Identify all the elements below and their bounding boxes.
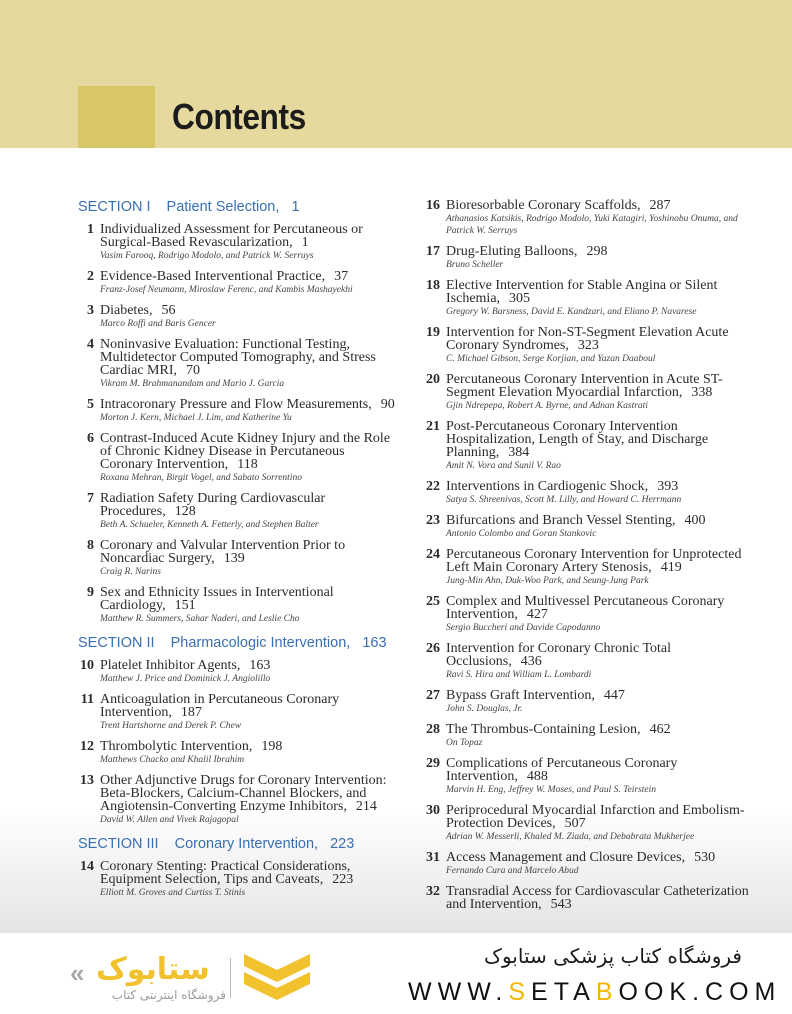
chapter-title: Contrast-Induced Acute Kidney Injury and the Role of Chronic Kidney Disease in Percutaneous Coronary Intervention, 118 — [100, 431, 391, 472]
chapter-title: Elective Intervention for Stable Angina or Silent Ischemia, 305 — [446, 278, 718, 306]
chapter-title: Bioresorbable Coronary Scaffolds, 287 — [446, 198, 671, 213]
chapter-page: 214 — [355, 799, 377, 814]
section-name: Coronary Intervention, — [174, 836, 319, 852]
chapter-page: 118 — [237, 457, 258, 472]
toc-entry[interactable] — [418, 804, 768, 843]
chapter-title: Percutaneous Coronary Intervention for Unprotected Left Main Coronary Artery Stenosis, 419 — [446, 547, 742, 575]
chapter-page: 56 — [161, 303, 176, 318]
chapter-page: 287 — [649, 198, 671, 213]
chapter-page: 507 — [564, 816, 586, 831]
chapter-number: 24 — [426, 547, 440, 562]
chapter-title: Percutaneous Coronary Intervention in Acute ST-Segment Elevation Myocardial Infarction, 338 — [446, 372, 723, 400]
toc-entry[interactable] — [418, 326, 768, 365]
toc-entry[interactable] — [418, 199, 768, 237]
chapter-authors: Gregory W. Barsness, David E. Kandzari, and Eliano P. Navarese — [446, 307, 697, 317]
chapter-title: Sex and Ethnicity Issues in Interventional Cardiology, 151 — [100, 585, 334, 613]
section-page: 1 — [291, 199, 300, 215]
chapter-number: 29 — [426, 756, 440, 771]
toc-right-column — [418, 199, 768, 919]
store-logo-subtitle: فروشگاه اینترنتی کتاب — [111, 988, 226, 1002]
chapter-title: Interventions in Cardiogenic Shock, 393 — [446, 479, 679, 494]
toc-entry[interactable] — [78, 432, 398, 484]
chapter-title: Platelet Inhibitor Agents, 163 — [100, 658, 271, 673]
chapter-authors: Satya S. Shreenivas, Scott M. Lilly, and Howard C. Herrmann — [446, 495, 682, 505]
section-heading[interactable] — [78, 836, 398, 852]
chapter-number: 32 — [426, 884, 440, 899]
chapter-number: 25 — [426, 594, 440, 609]
chapter-page: 1 — [301, 235, 309, 250]
chapter-authors: Vasim Farooq, Rodrigo Modolo, and Patrick W. Serruys — [100, 251, 314, 261]
chapter-title: Evidence-Based Interventional Practice, 37 — [100, 269, 349, 284]
chapter-authors: C. Michael Gibson, Serge Korjian, and Yazan Daaboul — [446, 354, 656, 364]
toc-entry[interactable] — [78, 659, 398, 685]
toc-entry[interactable] — [418, 689, 768, 715]
chapter-page: 530 — [694, 850, 716, 865]
chapter-title: Complications of Percutaneous Coronary Intervention, 488 — [446, 756, 678, 784]
chapter-authors: Trent Hartshorne and Derek P. Chew — [100, 721, 242, 731]
chapter-page: 488 — [526, 769, 548, 784]
toc-entry[interactable] — [418, 548, 768, 587]
chapter-number: 2 — [87, 269, 94, 284]
toc-entry[interactable] — [418, 245, 768, 271]
chapter-number: 31 — [426, 850, 440, 865]
chapter-number: 18 — [426, 278, 440, 293]
section-label: SECTION III — [78, 836, 159, 852]
chapter-authors: Gjin Ndrepepa, Robert A. Byrne, and Adnan Kastrati — [446, 401, 648, 411]
chapter-authors: Marco Roffi and Baris Gencer — [100, 319, 216, 329]
chapter-title: Drug-Eluting Balloons, 298 — [446, 244, 608, 259]
chapter-title: Diabetes, 56 — [100, 303, 176, 318]
chapter-authors: John S. Douglas, Jr. — [446, 704, 523, 714]
toc-entry[interactable] — [78, 693, 398, 732]
chapter-title: Post-Percutaneous Coronary Intervention Hospitalization, Length of Stay, and Discharge Planning, 384 — [446, 419, 709, 460]
section-heading[interactable] — [78, 635, 398, 651]
section-page: 223 — [330, 836, 355, 852]
logo-divider — [230, 958, 231, 998]
chapter-title: Thrombolytic Intervention, 198 — [100, 739, 283, 754]
toc-entry[interactable] — [78, 740, 398, 766]
store-url[interactable]: WWW.SETABOOK.COM — [408, 978, 782, 1006]
chapter-number: 28 — [426, 722, 440, 737]
chapter-authors: Amit N. Vora and Sunil V. Rao — [446, 461, 561, 471]
store-name-persian: فروشگاه کتاب پزشکی ستابوک — [484, 944, 742, 968]
chapter-number: 4 — [87, 337, 94, 352]
chapter-page: 427 — [526, 607, 548, 622]
chapter-authors: Sergio Buccheri and Davide Capodanno — [446, 623, 601, 633]
chapter-authors: Matthew J. Price and Dominick J. Angiolillo — [100, 674, 271, 684]
chapter-number: 8 — [87, 538, 94, 553]
chapter-page: 543 — [550, 897, 572, 912]
toc-entry[interactable] — [418, 420, 768, 472]
page-title: Contents — [172, 96, 306, 137]
chapter-title: Intracoronary Pressure and Flow Measurements, 90 — [100, 397, 395, 412]
toc-entry[interactable] — [78, 398, 398, 424]
chapter-authors: Morton J. Kern, Michael J. Lim, and Katherine Yu — [100, 413, 292, 423]
section-name: Pharmacologic Intervention, — [170, 635, 351, 651]
chapter-title: Noninvasive Evaluation: Functional Testing, Multidetector Computed Tomography, and Stress Cardiac MRI, 70 — [100, 337, 376, 378]
chapter-number: 9 — [87, 585, 94, 600]
chapter-number: 19 — [426, 325, 440, 340]
toc-entry[interactable] — [418, 851, 768, 877]
chapter-title: Complex and Multivessel Percutaneous Coronary Intervention, 427 — [446, 594, 725, 622]
logo-chevron-icon: « — [70, 958, 81, 988]
toc-entry[interactable] — [78, 223, 398, 262]
toc-entry[interactable] — [418, 723, 768, 749]
chapter-number: 5 — [87, 397, 94, 412]
chapter-page: 223 — [332, 872, 354, 887]
store-logo-text: ستابوک — [96, 952, 210, 987]
chapter-authors: Bruno Scheller — [446, 260, 504, 270]
chapter-number: 7 — [87, 491, 94, 506]
section-page: 163 — [362, 635, 387, 651]
toc-entry[interactable] — [418, 373, 768, 412]
chapter-page: 384 — [508, 445, 530, 460]
chapter-authors: Matthews Chacko and Khalil Ibrahim — [100, 755, 245, 765]
chapter-page: 393 — [657, 479, 679, 494]
chapter-title: Bypass Graft Intervention, 447 — [446, 688, 625, 703]
chapter-title: Other Adjunctive Drugs for Coronary Intervention: Beta-Blockers, Calcium-Channel Blockers, and Angiotensin-Converting Enzyme Inhibitors, 214 — [100, 773, 387, 814]
chapter-title: Anticoagulation in Percutaneous Coronary Intervention, 187 — [100, 692, 340, 720]
chapter-authors: David W. Allen and Vivek Rajagopal — [100, 815, 239, 825]
chapter-title: Intervention for Coronary Chronic Total Occlusions, 436 — [446, 641, 672, 669]
chapter-number: 30 — [426, 803, 440, 818]
chapter-authors: Craig R. Narins — [100, 567, 161, 577]
chapter-number: 26 — [426, 641, 440, 656]
toc-entry[interactable] — [78, 860, 398, 899]
chapter-title: Intervention for Non-ST-Segment Elevation Acute Coronary Syndromes, 323 — [446, 325, 729, 353]
chapter-number: 10 — [80, 658, 94, 673]
chapter-title: Coronary Stenting: Practical Considerations, Equipment Selection, Tips and Caveats, 223 — [100, 859, 354, 887]
chapter-page: 187 — [180, 705, 202, 720]
chapter-number: 23 — [426, 513, 440, 528]
toc-entry[interactable] — [418, 480, 768, 506]
chapter-number: 1 — [87, 222, 94, 237]
chapter-title: Coronary and Valvular Intervention Prior to Noncardiac Surgery, 139 — [100, 538, 346, 566]
chapter-authors: Athanasios Katsikis, Rodrigo Modolo, Yuki Katagiri, Yoshinobu Onuma, and Patrick W. Serruys — [446, 214, 738, 236]
chapter-title: The Thrombus-Containing Lesion, 462 — [446, 722, 671, 737]
toc-entry[interactable] — [418, 757, 768, 796]
toc-entry[interactable] — [78, 774, 398, 826]
chapter-page: 419 — [660, 560, 682, 575]
chapter-authors: Jung-Min Ahn, Duk-Woo Park, and Seung-Jung Park — [446, 576, 649, 586]
chapter-number: 13 — [80, 773, 94, 788]
chapter-number: 20 — [426, 372, 440, 387]
toc-entry[interactable] — [78, 338, 398, 390]
chapter-title: Bifurcations and Branch Vessel Stenting, 400 — [446, 513, 706, 528]
chapter-page: 323 — [577, 338, 599, 353]
toc-entry[interactable] — [78, 539, 398, 578]
chapter-page: 151 — [174, 598, 196, 613]
chapter-title: Transradial Access for Cardiovascular Catheterization and Intervention, 543 — [446, 884, 749, 912]
section-name: Patient Selection, — [166, 199, 280, 215]
chapter-page: 400 — [684, 513, 706, 528]
chapter-page: 139 — [223, 551, 245, 566]
chapter-number: 17 — [426, 244, 440, 259]
chapter-authors: Adrian W. Messerli, Khaled M. Ziada, and Debabrata Mukherjee — [446, 832, 695, 842]
chapter-page: 436 — [520, 654, 542, 669]
chevron-badge-icon — [242, 952, 312, 1002]
chapter-page: 70 — [185, 363, 200, 378]
chapter-authors: Roxana Mehran, Birgit Vogel, and Sabato Sorrentino — [100, 473, 302, 483]
toc-entry[interactable] — [78, 492, 398, 531]
toc-entry[interactable] — [418, 514, 768, 540]
chapter-page: 298 — [586, 244, 608, 259]
chapter-number: 14 — [80, 859, 94, 874]
toc-entry[interactable] — [418, 595, 768, 634]
chapter-authors: Beth A. Schueler, Kenneth A. Fetterly, and Stephen Balter — [100, 520, 319, 530]
chapter-title: Periprocedural Myocardial Infarction and Embolism-Protection Devices, 507 — [446, 803, 745, 831]
toc-left-column — [78, 199, 398, 907]
chapter-page: 90 — [380, 397, 395, 412]
chapter-authors: Franz-Josef Neumann, Miroslaw Ferenc, and Kambis Mashayekhi — [100, 285, 353, 295]
chapter-page: 128 — [174, 504, 196, 519]
chapter-authors: On Topaz — [446, 738, 483, 748]
chapter-page: 305 — [509, 291, 531, 306]
section-heading[interactable] — [78, 199, 398, 215]
section-label: SECTION II — [78, 635, 155, 651]
toc-entry[interactable] — [418, 885, 768, 911]
chapter-authors: Antonio Colombo and Goran Stankovic — [446, 529, 597, 539]
chapter-title: Radiation Safety During Cardiovascular Procedures, 128 — [100, 491, 326, 519]
chapter-number: 11 — [80, 692, 94, 707]
header-accent-square — [78, 86, 155, 148]
chapter-number: 3 — [87, 303, 94, 318]
chapter-title: Access Management and Closure Devices, 530 — [446, 850, 716, 865]
chapter-number: 27 — [426, 688, 440, 703]
toc-entry[interactable] — [418, 642, 768, 681]
chapter-title: Individualized Assessment for Percutaneous or Surgical-Based Revascularization, 1 — [100, 222, 363, 250]
chapter-authors: Matthew R. Summers, Sahar Naderi, and Leslie Cho — [100, 614, 300, 624]
chapter-authors: Ravi S. Hira and William L. Lombardi — [446, 670, 592, 680]
chapter-number: 22 — [426, 479, 440, 494]
chapter-authors: Marvin H. Eng, Jeffrey W. Moses, and Paul S. Teirstein — [446, 785, 657, 795]
chapter-page: 37 — [334, 269, 349, 284]
chapter-page: 163 — [249, 658, 271, 673]
chapter-authors: Fernando Cura and Marcelo Abud — [446, 866, 579, 876]
toc-entry[interactable] — [78, 270, 398, 296]
chapter-number: 21 — [426, 419, 440, 434]
chapter-authors: Elliott M. Groves and Curtiss T. Stinis — [100, 888, 246, 898]
chapter-authors: Vikram M. Brahmanandam and Mario J. Garcia — [100, 379, 285, 389]
toc-entry[interactable] — [78, 304, 398, 330]
chapter-page: 447 — [603, 688, 625, 703]
section-label: SECTION I — [78, 199, 151, 215]
chapter-page: 338 — [691, 385, 713, 400]
chapter-number: 6 — [87, 431, 94, 446]
chapter-number: 16 — [426, 198, 440, 213]
toc-entry[interactable] — [418, 279, 768, 318]
chapter-number: 12 — [80, 739, 94, 754]
chapter-page: 198 — [261, 739, 283, 754]
chapter-page: 462 — [649, 722, 671, 737]
toc-entry[interactable] — [78, 586, 398, 625]
